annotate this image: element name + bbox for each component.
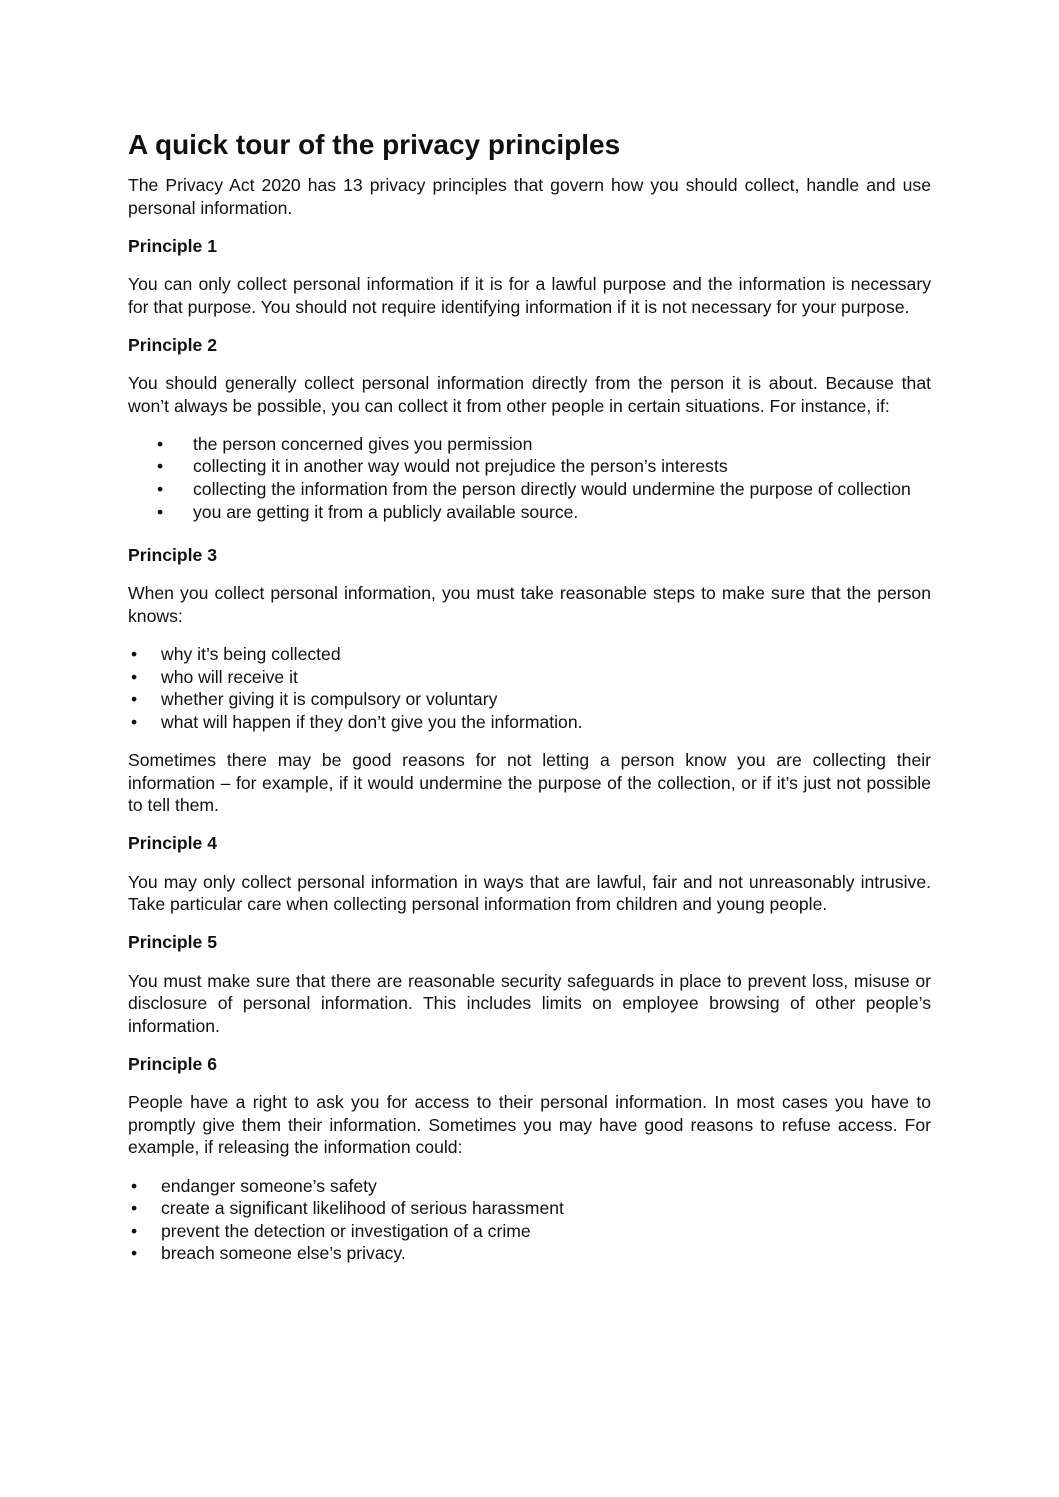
principle-3 [128, 544, 931, 817]
bullet-list [128, 433, 931, 523]
bullet-list [128, 1175, 931, 1265]
principle-heading: Principle 2 [128, 334, 217, 355]
list-item [128, 455, 931, 478]
list-item [128, 711, 931, 734]
principles-list [128, 235, 931, 1265]
principle-2 [128, 334, 931, 523]
bullet-icon: • [131, 1198, 138, 1219]
list-item-text: breach someone else’s privacy. [161, 1243, 406, 1264]
intro-paragraph: The Privacy Act 2020 has 13 privacy principles that govern how you should collect, handle and use personal information. [128, 175, 931, 218]
principle-heading: Principle 1 [128, 235, 217, 256]
list-item-text: create a significant likelihood of serious harassment [161, 1198, 564, 1219]
bullet-icon: • [131, 1220, 138, 1241]
principle-heading: Principle 5 [128, 932, 217, 953]
list-item [128, 688, 931, 711]
principle-body: You should generally collect personal information directly from the person it is about. Because that won’t always be possible, you can collect it from other people in certain situations. For instance, if: [128, 372, 931, 416]
list-item-text: collecting the information from the person directly would undermine the purpose of collection [193, 478, 911, 499]
principle-body: You must make sure that there are reasonable security safeguards in place to prevent loss, misuse or disclosure of personal information. This includes limits on employee browsing of other people’s information. [128, 970, 931, 1036]
bullet-list [128, 643, 931, 733]
bullet-icon: • [131, 644, 138, 665]
principle-heading: Principle 3 [128, 545, 217, 566]
page-title: A quick tour of the privacy principles [128, 129, 621, 160]
bullet-icon: • [131, 689, 138, 710]
principle-note: Sometimes there may be good reasons for not letting a person know you are collecting their information – for example, if it would undermine the purpose of the collection, or if it’s just not possible to tell them. [128, 750, 931, 816]
list-item [128, 1220, 931, 1243]
bullet-icon: • [157, 456, 164, 477]
bullet-icon: • [131, 1175, 138, 1196]
list-item [128, 1175, 931, 1198]
principle-body: You can only collect personal information if it is for a lawful purpose and the information is necessary for that purpose. You should not require identifying information if it is not necessary for your purpose. [128, 273, 931, 317]
principle-6 [128, 1053, 931, 1265]
list-item [128, 433, 931, 456]
principle-body: When you collect personal information, you must take reasonable steps to make sure that the person knows: [128, 583, 931, 626]
list-item [128, 1197, 931, 1220]
principle-heading: Principle 6 [128, 1053, 217, 1074]
bullet-icon: • [157, 433, 164, 454]
principle-5 [128, 931, 931, 1037]
list-item-text: what will happen if they don’t give you the information. [161, 711, 583, 732]
list-item-text: whether giving it is compulsory or voluntary [161, 689, 498, 710]
list-item-text: prevent the detection or investigation of a crime [161, 1220, 531, 1241]
list-item [128, 1242, 931, 1265]
list-item [128, 643, 931, 666]
bullet-icon: • [157, 478, 164, 499]
list-item-text: collecting it in another way would not prejudice the person’s interests [193, 456, 728, 477]
list-item [128, 478, 931, 501]
principle-body: People have a right to ask you for access to their personal information. In most cases you have to promptly give them their information. Sometimes you may have good reasons to refuse access. For example, if releasing the information could: [128, 1092, 931, 1158]
list-item [128, 501, 931, 524]
list-item-text: endanger someone’s safety [161, 1175, 377, 1196]
bullet-icon: • [157, 501, 164, 522]
list-item-text: why it’s being collected [161, 644, 341, 665]
list-item [128, 666, 931, 689]
list-item-text: who will receive it [161, 666, 298, 687]
principle-heading: Principle 4 [128, 833, 217, 854]
list-item-text: the person concerned gives you permission [193, 433, 533, 454]
principle-body: You may only collect personal information in ways that are lawful, fair and not unreasonably intrusive. Take particular care when collecting personal information from children and young people. [128, 871, 931, 915]
bullet-icon: • [131, 666, 138, 687]
list-item-text: you are getting it from a publicly available source. [193, 501, 579, 522]
bullet-icon: • [131, 711, 138, 732]
bullet-icon: • [131, 1243, 138, 1264]
principle-4 [128, 832, 931, 915]
document-page [128, 128, 931, 1280]
principle-1 [128, 235, 931, 318]
